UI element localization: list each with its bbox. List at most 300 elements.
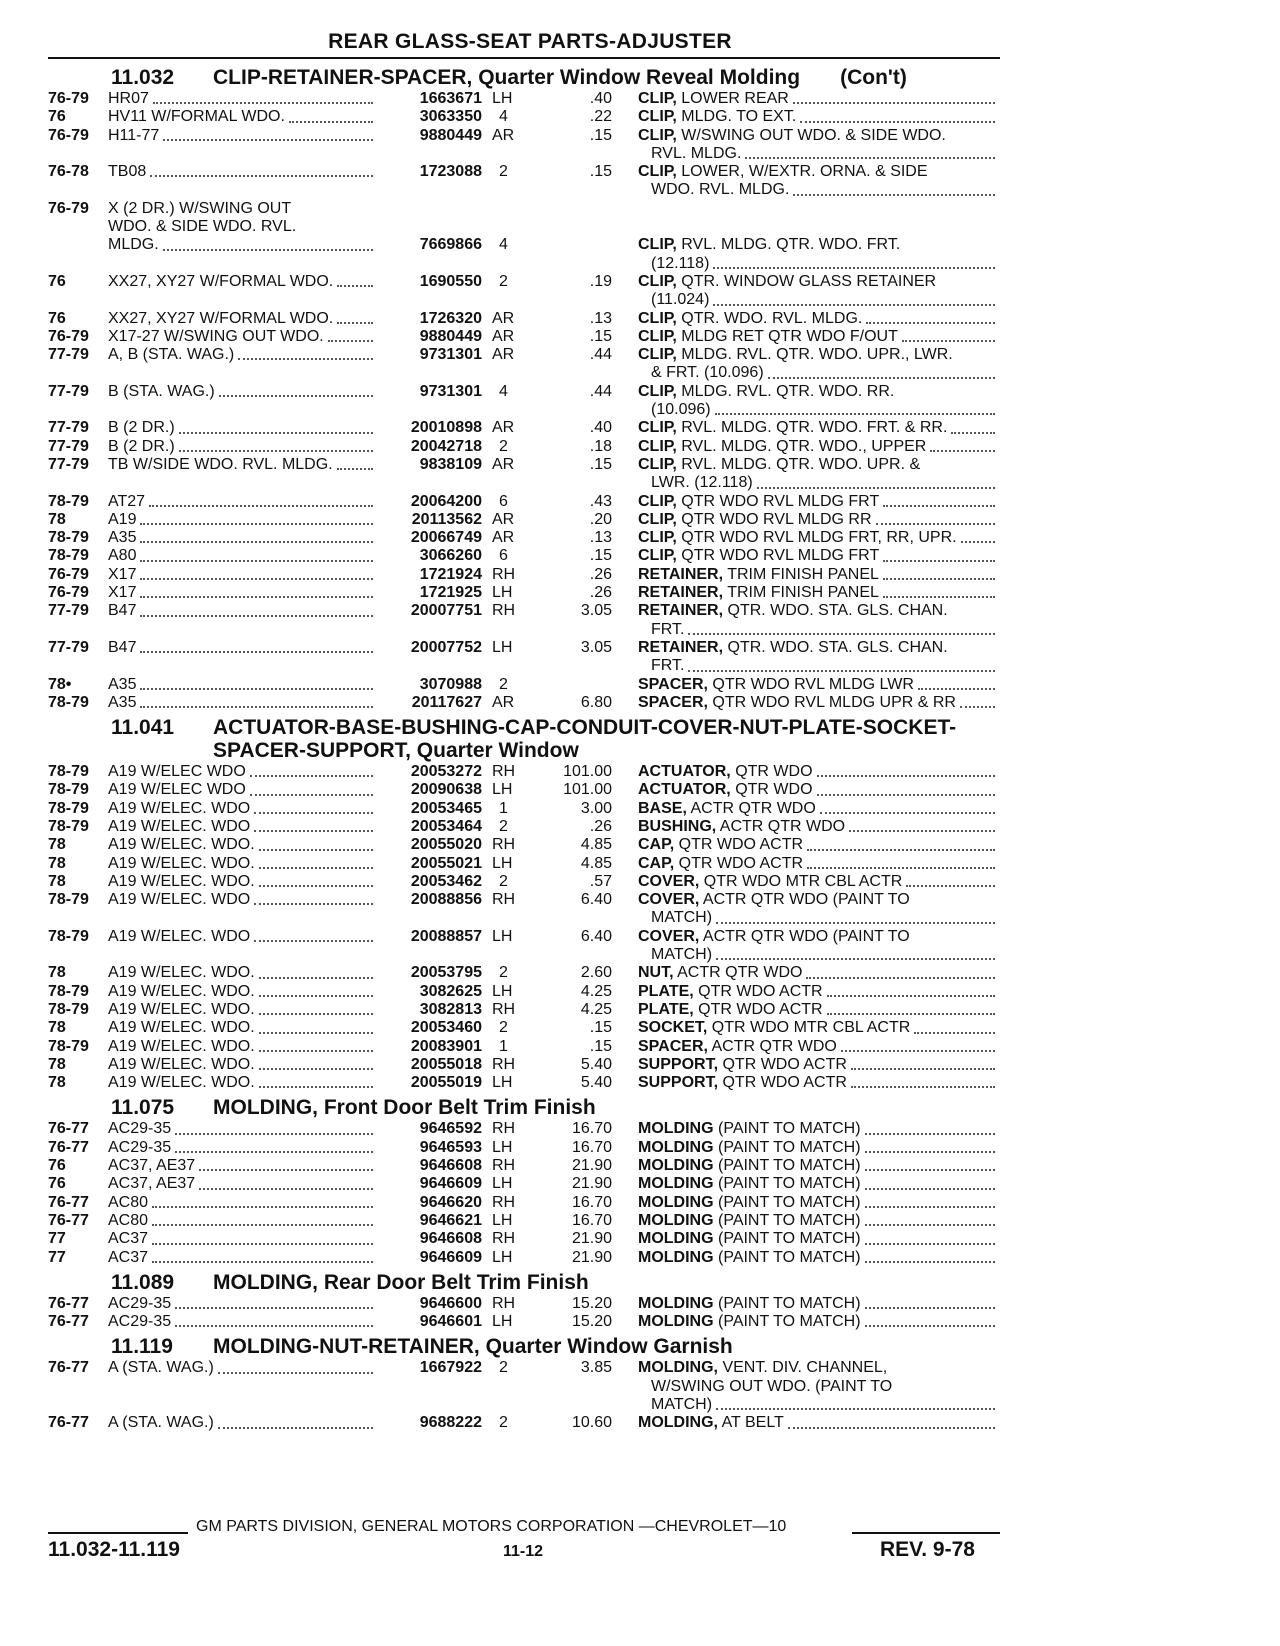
model-years: 77 bbox=[48, 1230, 66, 1248]
description-line bbox=[108, 818, 376, 836]
part-row bbox=[0, 891, 1280, 928]
part-row bbox=[0, 836, 1280, 854]
part-number: 20083901 bbox=[410, 1037, 482, 1055]
name-line bbox=[638, 1038, 998, 1056]
quantity: 2 bbox=[499, 872, 508, 890]
part-name bbox=[638, 1038, 998, 1056]
model-description bbox=[108, 836, 376, 854]
description-line bbox=[108, 1249, 376, 1267]
description-line bbox=[108, 781, 376, 799]
model-years: 77-79 bbox=[48, 437, 89, 455]
quantity: LH bbox=[492, 1313, 513, 1331]
part-number: 1723088 bbox=[419, 163, 482, 181]
name-text bbox=[638, 1001, 823, 1019]
description-line bbox=[108, 529, 376, 547]
part-name-detail: QTR. WDO. STA. GLS. CHAN. bbox=[727, 602, 948, 620]
list-price: .15 bbox=[589, 163, 612, 181]
section-number: 11.075 bbox=[111, 1096, 175, 1120]
description-line bbox=[108, 1019, 376, 1037]
description-text: B47 bbox=[108, 602, 137, 620]
name-line bbox=[638, 763, 998, 781]
name-line bbox=[638, 818, 998, 836]
part-number: 20090638 bbox=[410, 781, 482, 799]
name-text bbox=[638, 90, 789, 108]
part-name-detail: QTR. WINDOW GLASS RETAINER bbox=[681, 272, 937, 290]
part-number: 9646608 bbox=[419, 1157, 482, 1175]
part-name-keyword: SPACER, bbox=[638, 1037, 708, 1055]
name-line bbox=[638, 1074, 998, 1092]
description-line bbox=[108, 346, 376, 364]
description-text: A35 bbox=[108, 675, 137, 693]
part-name-detail: RVL. MLDG. QTR. WDO. FRT. bbox=[681, 236, 901, 254]
part-name-keyword: SUPPORT, bbox=[638, 1055, 719, 1073]
description-text: A19 W/ELEC. WDO. bbox=[108, 1037, 255, 1055]
description-line bbox=[108, 584, 376, 602]
section-title: MOLDING, Front Door Belt Trim Finish bbox=[213, 1096, 596, 1120]
name-line bbox=[638, 236, 998, 254]
part-number: 20042718 bbox=[410, 437, 482, 455]
part-number: 20053795 bbox=[410, 964, 482, 982]
model-description bbox=[108, 346, 376, 364]
name-text bbox=[651, 621, 684, 639]
part-name-detail: (PAINT TO MATCH) bbox=[718, 1248, 861, 1266]
list-price: .15 bbox=[589, 327, 612, 345]
model-description bbox=[108, 928, 376, 946]
name-line bbox=[638, 1378, 998, 1396]
name-line bbox=[638, 800, 998, 818]
description-line bbox=[108, 566, 376, 584]
part-name-keyword: MOLDING bbox=[638, 1211, 714, 1229]
list-price: 3.00 bbox=[580, 799, 612, 817]
list-price: .15 bbox=[589, 547, 612, 565]
part-number: 20053462 bbox=[410, 872, 482, 890]
quantity: 6 bbox=[499, 547, 508, 565]
part-name-detail: ACTR QTR WDO bbox=[677, 964, 803, 982]
part-number: 20055020 bbox=[410, 836, 482, 854]
part-name-detail: ACTR QTR WDO bbox=[719, 817, 846, 835]
list-price: 6.80 bbox=[580, 693, 612, 711]
quantity: 6 bbox=[499, 492, 508, 510]
model-years: 78 bbox=[48, 854, 66, 872]
part-name-keyword: MOLDING bbox=[638, 1157, 714, 1175]
model-years: 76 bbox=[48, 272, 66, 290]
part-name bbox=[638, 1056, 998, 1074]
model-description bbox=[108, 310, 376, 328]
description-text: AC80 bbox=[108, 1211, 149, 1229]
list-price: .40 bbox=[589, 90, 612, 107]
part-name bbox=[638, 964, 998, 982]
part-name bbox=[638, 781, 998, 799]
model-description bbox=[108, 1295, 376, 1313]
section-number: 11.119 bbox=[111, 1335, 173, 1359]
description-text: H11-77 bbox=[108, 126, 160, 144]
part-name-keyword: COVER, bbox=[638, 872, 700, 890]
part-name bbox=[638, 529, 998, 547]
name-text bbox=[638, 566, 879, 584]
model-description bbox=[108, 584, 376, 602]
quantity: 2 bbox=[499, 272, 508, 290]
part-name bbox=[638, 584, 998, 602]
description-line bbox=[108, 1074, 376, 1092]
part-number: 9731301 bbox=[419, 346, 482, 364]
model-description bbox=[108, 511, 376, 529]
model-description bbox=[108, 547, 376, 565]
part-name-detail: TRIM FINISH PANEL bbox=[727, 584, 879, 602]
name-line bbox=[638, 1001, 998, 1019]
part-name-keyword: RETAINER, bbox=[638, 638, 724, 656]
part-name-keyword: SUPPORT, bbox=[638, 1074, 719, 1092]
part-name bbox=[638, 456, 998, 493]
description-line bbox=[108, 1139, 376, 1157]
quantity: RH bbox=[492, 891, 516, 909]
description-text: AC37, AE37 bbox=[108, 1175, 196, 1193]
part-name bbox=[638, 694, 998, 712]
part-number: 9646600 bbox=[419, 1294, 482, 1312]
description-text: XX27, XY27 W/FORMAL WDO. bbox=[108, 272, 334, 290]
description-line bbox=[108, 456, 376, 474]
model-years: 78 bbox=[48, 1074, 66, 1092]
part-row bbox=[0, 1175, 1280, 1193]
list-price: .44 bbox=[589, 346, 612, 364]
quantity: 2 bbox=[499, 1019, 508, 1037]
description-text: A19 W/ELEC WDO bbox=[108, 781, 246, 799]
part-name-detail: & FRT. (10.096) bbox=[651, 364, 764, 382]
name-text bbox=[638, 1194, 861, 1212]
part-name-detail: QTR WDO ACTR bbox=[722, 1055, 847, 1073]
part-number: 1663671 bbox=[419, 90, 482, 107]
part-name bbox=[638, 383, 998, 420]
description-line bbox=[108, 273, 376, 291]
part-row bbox=[0, 493, 1280, 511]
section-heading bbox=[0, 1096, 1280, 1119]
model-description bbox=[108, 1194, 376, 1212]
list-price: 15.20 bbox=[571, 1294, 612, 1312]
part-name bbox=[638, 818, 998, 836]
part-number: 20055018 bbox=[410, 1055, 482, 1073]
description-text: A19 W/ELEC. WDO. bbox=[108, 836, 255, 854]
model-description bbox=[108, 1359, 376, 1377]
name-text bbox=[638, 694, 956, 712]
part-row bbox=[0, 383, 1280, 420]
quantity: LH bbox=[492, 982, 513, 1000]
description-text: A19 W/ELEC. WDO bbox=[108, 891, 251, 909]
part-number: 9646592 bbox=[419, 1120, 482, 1138]
part-name-detail: MLDG RET QTR WDO F/OUT bbox=[681, 327, 898, 345]
quantity: LH bbox=[492, 1175, 513, 1193]
section-title: MOLDING, Rear Door Belt Trim Finish bbox=[213, 1270, 589, 1294]
description-line bbox=[108, 310, 376, 328]
part-name-keyword: CLIP, bbox=[638, 492, 677, 510]
part-name-keyword: SPACER, bbox=[638, 693, 708, 711]
model-years: 76-77 bbox=[48, 1193, 89, 1211]
list-price: 21.90 bbox=[571, 1230, 612, 1248]
part-name-detail: FRT. bbox=[651, 657, 685, 675]
part-name bbox=[638, 1194, 998, 1212]
model-years: 78-79 bbox=[48, 817, 89, 835]
part-name-detail: (10.096) bbox=[651, 401, 711, 419]
list-price: 4.85 bbox=[580, 836, 612, 854]
description-text: AC29-35 bbox=[108, 1313, 172, 1331]
name-text bbox=[638, 818, 845, 836]
model-description bbox=[108, 108, 376, 126]
part-number: 9646609 bbox=[419, 1248, 482, 1266]
model-description bbox=[108, 419, 376, 437]
part-row bbox=[0, 1249, 1280, 1267]
name-text bbox=[638, 419, 947, 437]
part-row bbox=[0, 855, 1280, 873]
description-text: AC29-35 bbox=[108, 1120, 172, 1138]
model-years: 76-79 bbox=[48, 584, 89, 602]
part-name-detail: (PAINT TO MATCH) bbox=[718, 1175, 861, 1193]
model-years: 77-79 bbox=[48, 346, 89, 364]
description-text: B (STA. WAG.) bbox=[108, 382, 215, 400]
model-description bbox=[108, 127, 376, 145]
part-number: 20113562 bbox=[411, 510, 482, 528]
name-text bbox=[651, 401, 711, 419]
description-line bbox=[108, 928, 376, 946]
parts-sections bbox=[0, 62, 1280, 1433]
description-line bbox=[108, 493, 376, 511]
model-years: 77-79 bbox=[48, 638, 89, 656]
quantity: RH bbox=[492, 1193, 516, 1211]
list-price: 6.40 bbox=[580, 891, 612, 909]
section-title: ACTUATOR-BASE-BUSHING-CAP-CONDUIT-COVER-NUT-PLATE-SOCKET-SPACER-SUPPORT, Quarter Window bbox=[213, 716, 957, 763]
description-line bbox=[108, 511, 376, 529]
name-text bbox=[638, 493, 879, 511]
model-description bbox=[108, 90, 376, 108]
model-years: 76-79 bbox=[48, 327, 89, 345]
name-line bbox=[638, 273, 998, 291]
list-price: .19 bbox=[589, 272, 612, 290]
part-name-detail: RVL. MLDG. QTR. WDO., UPPER bbox=[681, 437, 927, 455]
description-text: X (2 DR.) W/SWING OUT bbox=[108, 199, 292, 217]
model-description bbox=[108, 1056, 376, 1074]
model-years: 76 bbox=[48, 309, 66, 327]
model-description bbox=[108, 1019, 376, 1037]
name-line bbox=[638, 781, 998, 799]
section-continued: (Con't) bbox=[840, 66, 907, 89]
description-text: A19 bbox=[108, 510, 137, 528]
name-text bbox=[638, 1120, 861, 1138]
name-text bbox=[638, 928, 910, 945]
name-line bbox=[638, 639, 998, 657]
part-number: 20088857 bbox=[410, 927, 482, 945]
list-price: .57 bbox=[589, 872, 612, 890]
description-text: AC37 bbox=[108, 1248, 149, 1266]
part-name bbox=[638, 1001, 998, 1019]
name-line bbox=[638, 1139, 998, 1157]
name-text bbox=[638, 781, 813, 799]
part-number: 20053464 bbox=[410, 817, 482, 835]
part-number: 20053460 bbox=[410, 1019, 482, 1037]
name-line bbox=[638, 676, 998, 694]
description-text: A19 W/ELEC. WDO. bbox=[108, 854, 255, 872]
part-name-detail: QTR WDO ACTR bbox=[678, 854, 804, 872]
part-name bbox=[638, 419, 998, 437]
model-years: 76 bbox=[48, 1157, 66, 1175]
quantity: LH bbox=[492, 781, 513, 799]
list-price: 15.20 bbox=[571, 1313, 612, 1331]
name-text bbox=[638, 763, 813, 781]
part-number: 3082625 bbox=[419, 982, 482, 1000]
part-name-keyword: MOLDING bbox=[638, 1175, 714, 1193]
part-row bbox=[0, 983, 1280, 1001]
name-text bbox=[651, 255, 709, 273]
part-name-detail: ACTR QTR WDO bbox=[690, 799, 816, 817]
name-line bbox=[638, 438, 998, 456]
name-text bbox=[638, 456, 920, 473]
model-description bbox=[108, 1038, 376, 1056]
footer-rule-right bbox=[852, 1532, 1000, 1534]
model-years: 78 bbox=[48, 964, 66, 982]
list-price: .20 bbox=[589, 510, 612, 528]
part-name-detail: QTR WDO RVL MLDG RR bbox=[681, 510, 872, 528]
description-text: B47 bbox=[108, 638, 137, 656]
description-line bbox=[108, 1295, 376, 1313]
name-line bbox=[638, 1157, 998, 1175]
name-text bbox=[638, 1157, 861, 1175]
model-description bbox=[108, 456, 376, 474]
list-price: 6.40 bbox=[580, 927, 612, 945]
quantity: LH bbox=[492, 90, 513, 107]
part-row bbox=[0, 163, 1280, 200]
model-years: 76-77 bbox=[48, 1138, 89, 1156]
part-name bbox=[638, 928, 998, 965]
section-title: MOLDING-NUT-RETAINER, Quarter Window Garnish bbox=[213, 1335, 733, 1359]
part-name-keyword: MOLDING bbox=[638, 1138, 714, 1156]
description-text: A19 W/ELEC. WDO. bbox=[108, 1074, 255, 1092]
name-line bbox=[638, 891, 998, 909]
part-name-detail: RVL. MLDG. QTR. WDO. UPR. & bbox=[681, 455, 921, 473]
name-text bbox=[638, 1313, 861, 1331]
model-years: 78 bbox=[48, 1055, 66, 1073]
part-name bbox=[638, 200, 998, 273]
part-row bbox=[0, 676, 1280, 694]
list-price: .15 bbox=[589, 1037, 612, 1055]
part-name bbox=[638, 127, 998, 164]
list-price: 3.05 bbox=[580, 638, 612, 656]
part-name bbox=[638, 983, 998, 1001]
model-years: 77 bbox=[48, 1248, 66, 1266]
part-row bbox=[0, 1359, 1280, 1414]
name-line bbox=[638, 621, 998, 639]
list-price: .13 bbox=[589, 529, 612, 547]
quantity: RH bbox=[492, 763, 516, 781]
description-line bbox=[108, 1056, 376, 1074]
description-text: A19 W/ELEC. WDO. bbox=[108, 1055, 255, 1073]
description-line bbox=[108, 1230, 376, 1248]
description-text: A (STA. WAG.) bbox=[108, 1414, 214, 1432]
name-line bbox=[638, 310, 998, 328]
quantity: 1 bbox=[499, 1037, 508, 1055]
part-name bbox=[638, 1295, 998, 1313]
name-line bbox=[638, 529, 998, 547]
part-row bbox=[0, 310, 1280, 328]
name-text bbox=[638, 511, 872, 529]
name-line bbox=[638, 1230, 998, 1248]
model-description bbox=[108, 855, 376, 873]
quantity: LH bbox=[492, 584, 513, 602]
model-description bbox=[108, 1313, 376, 1331]
description-text: TB08 bbox=[108, 163, 147, 181]
footer-section-range: 11.032-11.119 bbox=[48, 1538, 180, 1561]
list-price: .40 bbox=[589, 419, 612, 437]
part-name-keyword: CLIP, bbox=[638, 327, 677, 345]
model-description bbox=[108, 964, 376, 982]
part-name-detail: QTR WDO ACTR bbox=[678, 836, 804, 854]
model-years: 78 bbox=[48, 836, 66, 854]
model-description bbox=[108, 383, 376, 401]
part-name-keyword: PLATE, bbox=[638, 1000, 694, 1018]
description-line bbox=[108, 873, 376, 891]
model-years: 78-79 bbox=[48, 927, 89, 945]
model-years: 76-77 bbox=[48, 1120, 89, 1138]
name-line bbox=[638, 602, 998, 620]
part-name-keyword: RETAINER, bbox=[638, 565, 724, 583]
part-name-keyword: SOCKET, bbox=[638, 1019, 708, 1037]
part-name-keyword: CLIP, bbox=[638, 529, 677, 547]
list-price: 4.85 bbox=[580, 854, 612, 872]
model-years: 76 bbox=[48, 1175, 66, 1193]
part-name-detail: QTR WDO ACTR bbox=[722, 1074, 847, 1092]
description-line bbox=[108, 200, 376, 218]
quantity: 1 bbox=[499, 799, 508, 817]
part-row bbox=[0, 200, 1280, 273]
quantity: 2 bbox=[499, 437, 508, 455]
description-line bbox=[108, 163, 376, 181]
part-name bbox=[638, 438, 998, 456]
list-price: 16.70 bbox=[571, 1120, 612, 1138]
description-text: A35 bbox=[108, 693, 137, 711]
name-text bbox=[638, 800, 816, 818]
name-text bbox=[638, 547, 879, 565]
name-text bbox=[638, 383, 894, 400]
model-years: 76-79 bbox=[48, 199, 89, 217]
model-description bbox=[108, 818, 376, 836]
name-text bbox=[638, 1295, 861, 1313]
description-text: AC29-35 bbox=[108, 1138, 172, 1156]
part-row bbox=[0, 694, 1280, 712]
list-price: 4.25 bbox=[580, 982, 612, 1000]
part-name-detail: TRIM FINISH PANEL bbox=[727, 565, 879, 583]
blank-line bbox=[638, 200, 998, 218]
name-line bbox=[638, 1175, 998, 1193]
list-price: 21.90 bbox=[571, 1248, 612, 1266]
quantity: RH bbox=[492, 1294, 516, 1312]
part-name-detail: MLDG. RVL. QTR. WDO. RR. bbox=[681, 382, 895, 400]
description-line bbox=[108, 1212, 376, 1230]
description-line bbox=[108, 127, 376, 145]
model-years: 76-77 bbox=[48, 1414, 89, 1432]
part-name bbox=[638, 1139, 998, 1157]
part-name bbox=[638, 328, 998, 346]
quantity: RH bbox=[492, 836, 516, 854]
model-description bbox=[108, 1157, 376, 1175]
part-name bbox=[638, 1249, 998, 1267]
part-name-detail: QTR WDO RVL MLDG UPR & RR bbox=[712, 693, 956, 711]
part-name-keyword: ACTUATOR, bbox=[638, 763, 731, 781]
list-price: .26 bbox=[589, 584, 612, 602]
name-line bbox=[638, 1414, 998, 1432]
model-years: 76-78 bbox=[48, 163, 89, 181]
part-name bbox=[638, 602, 998, 639]
description-text: X17-27 W/SWING OUT WDO. bbox=[108, 327, 324, 345]
quantity: AR bbox=[492, 693, 515, 711]
part-name-keyword: BASE, bbox=[638, 799, 687, 817]
part-name bbox=[638, 1175, 998, 1193]
part-name bbox=[638, 836, 998, 854]
footer-revision: REV. 9-78 bbox=[880, 1538, 975, 1561]
